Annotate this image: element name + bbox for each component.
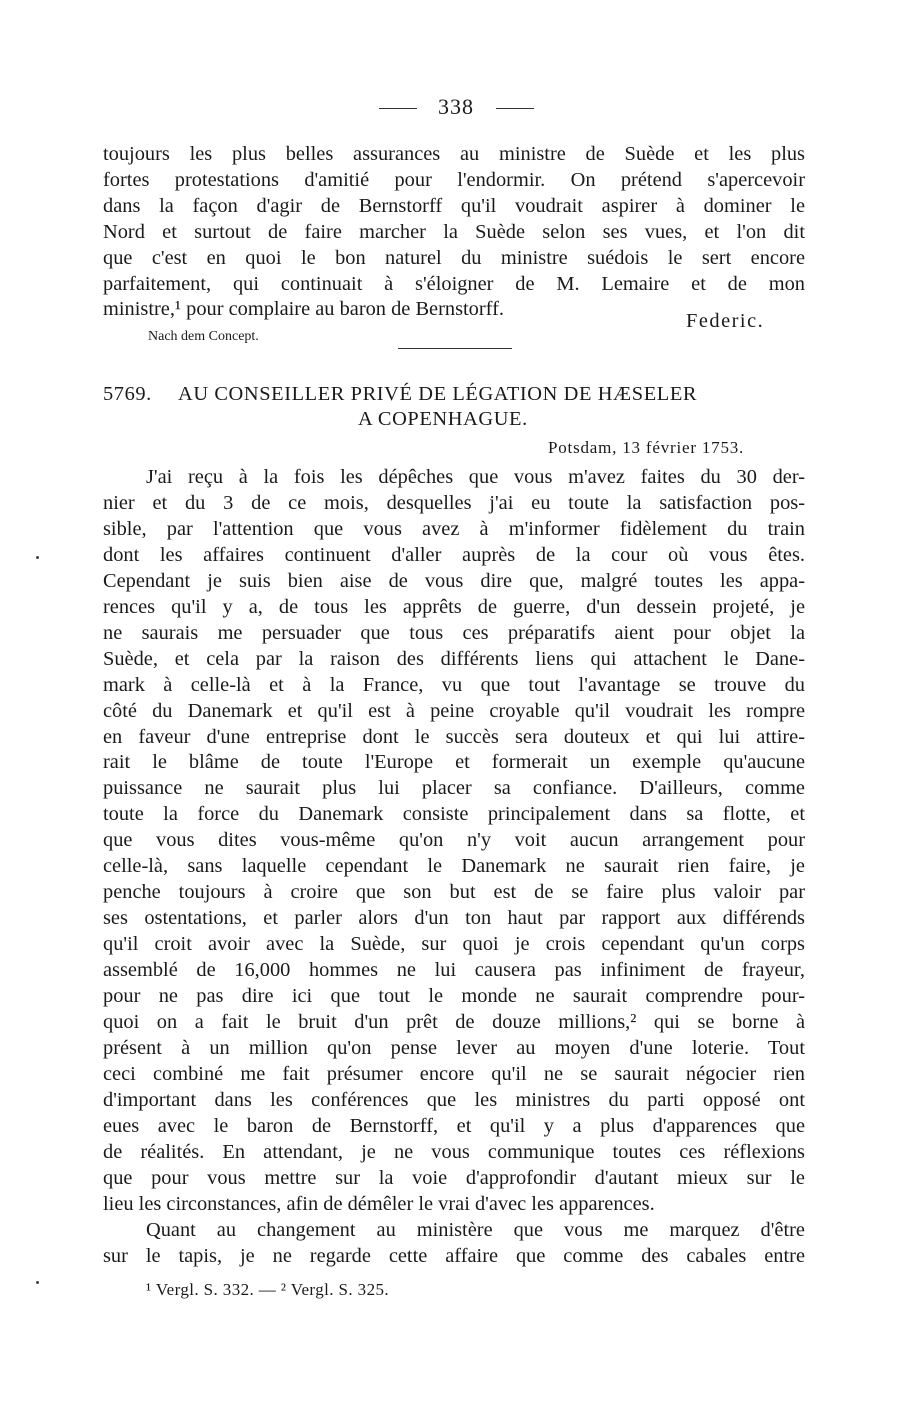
text-line: que pour vous mettre sur la voie d'approfondir d'autant mieux sur le: [103, 1166, 805, 1189]
page-number: 338: [438, 94, 474, 119]
text-line: toujours les plus belles assurances au ministre de Suède et les plus: [103, 143, 805, 165]
text-line: penche toujours à croire que son but est de se faire plus valoir par: [103, 881, 805, 904]
text-line: celle-là, sans laquelle cependant le Danemark ne saurait rien faire, je: [103, 855, 805, 878]
text-line: Suède, et cela par la raison des différents liens qui attachent le Dane-: [103, 647, 805, 670]
text-line: dans la façon d'agir de Bernstorff qu'il voudrait aspirer à dominer le: [103, 194, 805, 217]
text-line: ses ostentations, et parler alors d'un ton haut par rapport aux différends: [103, 907, 805, 930]
margin-mark: [36, 1281, 39, 1284]
text-line: quoi on a fait le bruit d'un prêt de douze millions,² qui se borne à: [103, 1010, 805, 1033]
margin-mark: [36, 556, 39, 559]
text-line: que c'est en quoi le bon naturel du ministre suédois le sert encore: [103, 246, 805, 269]
text-line: Cependant je suis bien aise de vous dire que, malgré toutes les appa-: [103, 569, 805, 592]
source-note: Nach dem Concept.: [148, 329, 259, 344]
letter-heading-line1: AU CONSEILLER PRIVÉ DE LÉGATION DE HÆSELER: [178, 383, 698, 405]
text-line: ne saurais me persuader que tous ces préparatifs aient pour objet la: [103, 621, 805, 644]
letter-heading-line2: A COPENHAGUE.: [358, 408, 528, 430]
text-line: Nord et surtout de faire marcher la Suède selon ses vues, et l'on dit: [103, 220, 805, 243]
text-line: présent à un million qu'on pense lever au moyen d'une loterie. Tout: [103, 1036, 805, 1059]
text-line: J'ai reçu à la fois les dépêches que vous m'avez faites du 30 der-: [146, 466, 805, 488]
text-line: ministre,¹ pour complaire au baron de Bernstorff.: [103, 298, 504, 321]
dateline: Potsdam, 13 février 1753.: [548, 438, 745, 457]
page-header: [0, 94, 900, 124]
header-dash-right: [496, 108, 534, 109]
letter-number: 5769.: [103, 383, 152, 405]
signature: Federic.: [686, 310, 765, 332]
text-line: puissance ne saurait plus lui placer sa confiance. D'ailleurs, comme: [103, 777, 805, 800]
section-divider: [398, 348, 512, 349]
header-dash-left: [379, 108, 417, 109]
text-line: mark à celle-là et à la France, vu que tout l'avantage se trouve du: [103, 673, 805, 696]
text-line: toute la force du Danemark consiste principalement dans sa flotte, et: [103, 803, 805, 826]
text-line: sur le tapis, je ne regarde cette affaire que comme des cabales entre: [103, 1244, 805, 1267]
footnotes: ¹ Vergl. S. 332. — ² Vergl. S. 325.: [146, 1280, 390, 1299]
text-line: rences qu'il y a, de tous les apprêts de guerre, d'un dessein projeté, je: [103, 595, 805, 618]
text-line: pour ne pas dire ici que tout le monde ne saurait comprendre pour-: [103, 985, 805, 1007]
text-line: fortes protestations d'amitié pour l'endormir. On prétend s'apercevoir: [103, 168, 805, 191]
text-line: rait le blâme de toute l'Europe et formerait un exemple qu'aucune: [103, 751, 805, 774]
text-line: qu'il croit avoir avec la Suède, sur quoi je crois cependant qu'un corps: [103, 933, 805, 956]
text-line: dont les affaires continuent d'aller auprès de la cour où vous êtes.: [103, 543, 805, 566]
text-line: que vous dites vous-même qu'on n'y voit aucun arrangement pour: [103, 829, 805, 852]
text-line: Quant au changement au ministère que vous me marquez d'être: [146, 1218, 805, 1241]
text-line: de réalités. En attendant, je ne vous communique toutes ces réflexions: [103, 1140, 805, 1163]
text-line: assemblé de 16,000 hommes ne lui causera pas infiniment de frayeur,: [103, 959, 805, 982]
text-line: sible, par l'attention que vous avez à m'informer fidèlement du train: [103, 517, 805, 540]
text-line: d'important dans les conférences que les ministres du parti opposé ont: [103, 1088, 805, 1111]
text-line: en faveur d'une entreprise dont le succès sera douteux et qui lui attire-: [103, 725, 805, 748]
text-line: eues avec le baron de Bernstorff, et qu'il y a plus d'apparences que: [103, 1114, 805, 1137]
text-line: lieu les circonstances, afin de démêler le vrai d'avec les apparences.: [103, 1192, 655, 1215]
text-line: parfaitement, qui continuait à s'éloigner de M. Lemaire et de mon: [103, 272, 805, 295]
text-line: ceci combiné me fait présumer encore qu'il ne se saurait négocier rien: [103, 1062, 805, 1085]
text-line: nier et du 3 de ce mois, desquelles j'ai eu toute la satisfaction pos-: [103, 491, 805, 514]
text-line: côté du Danemark et qu'il est à peine croyable qu'il voudrait les rompre: [103, 699, 805, 722]
